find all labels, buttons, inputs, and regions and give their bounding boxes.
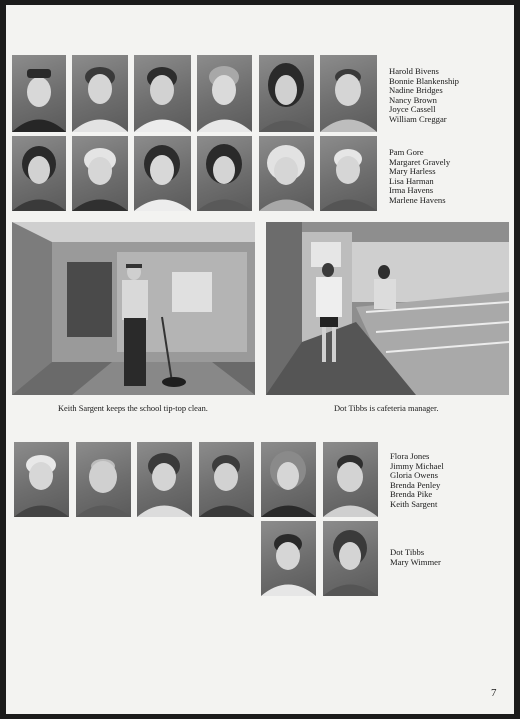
portrait-lisa-harman xyxy=(197,136,252,211)
portrait-marlene-havens xyxy=(320,136,377,211)
staff-name: Irma Havens xyxy=(389,185,434,196)
staff-name: Margaret Gravely xyxy=(389,156,451,167)
caption-left: Keith Sargent keeps the school tip-top clean. xyxy=(58,404,208,413)
staff-name: Jimmy Michael xyxy=(390,460,444,471)
portrait-margaret-gravely xyxy=(72,136,128,211)
staff-name: Joyce Cassell xyxy=(389,104,436,115)
caption-right: Dot Tibbs is cafeteria manager. xyxy=(334,404,439,413)
staff-name: Mary Wimmer xyxy=(390,556,441,567)
staff-name: Keith Sargent xyxy=(390,498,438,509)
portrait-keith-sargent xyxy=(323,442,378,517)
staff-name: Dot Tibbs xyxy=(390,547,425,557)
staff-name: Harold Bivens xyxy=(389,66,439,76)
photo-hallway-janitor xyxy=(12,222,255,395)
portrait-brenda-pike xyxy=(261,442,316,517)
portrait-mary-harless xyxy=(134,136,191,211)
portrait-gloria-owens xyxy=(137,442,192,517)
portrait-brenda-penley xyxy=(199,442,254,517)
staff-name: William Creggar xyxy=(389,113,447,124)
names-group-3 xyxy=(390,452,444,510)
yearbook-page xyxy=(6,5,514,714)
staff-name: Lisa Harman xyxy=(389,175,434,186)
names-group-2 xyxy=(389,148,450,206)
photo-cafeteria xyxy=(266,222,509,395)
portrait-bonnie-blankenship xyxy=(72,55,128,132)
names-group-4 xyxy=(390,548,441,567)
staff-name: Nadine Bridges xyxy=(389,85,443,96)
names-group-1 xyxy=(389,67,459,125)
page-number: 7 xyxy=(491,687,497,699)
staff-name: Flora Jones xyxy=(390,451,430,461)
staff-name: Bonnie Blankenship xyxy=(389,75,459,86)
portrait-pam-gore xyxy=(12,136,66,211)
portrait-jimmy-michael xyxy=(76,442,131,517)
staff-name: Gloria Owens xyxy=(390,470,438,481)
staff-name: Nancy Brown xyxy=(389,94,437,105)
portrait-joyce-cassell xyxy=(259,55,314,132)
staff-name: Marlene Havens xyxy=(389,194,446,205)
portrait-william-creggar xyxy=(320,55,377,132)
staff-name: Brenda Pike xyxy=(390,489,433,500)
portrait-nancy-brown xyxy=(197,55,252,132)
portrait-harold-bivens xyxy=(12,55,66,132)
portrait-nadine-bridges xyxy=(134,55,191,132)
portrait-flora-jones xyxy=(14,442,69,517)
portrait-mary-wimmer xyxy=(323,521,378,596)
portrait-dot-tibbs xyxy=(261,521,316,596)
staff-name: Pam Gore xyxy=(389,147,424,157)
staff-name: Mary Harless xyxy=(389,166,436,177)
staff-name: Brenda Penley xyxy=(390,479,441,490)
portrait-irma-havens xyxy=(259,136,314,211)
